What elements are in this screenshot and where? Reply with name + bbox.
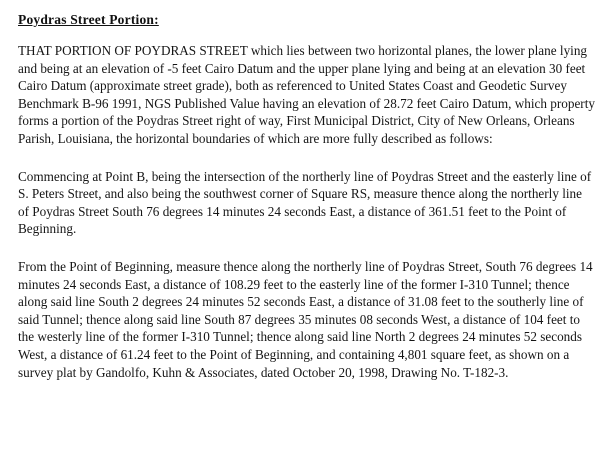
boundary-calls-text-after-date: , Drawing No. T-182-3. bbox=[384, 364, 509, 380]
boundary-calls-text-before-date: From the Point of Beginning, measure thence along the northerly line of Poydras Street, South 76 degrees 14 minutes 24 seconds East, a distance of 108.29 feet to the easterly line of the former I-310 Tunnel; thence along said line South 2 degrees 24 minutes 52 seconds East, a distance of 31.08 feet to the southerly line of said Tunnel; thence along said line South 87 degrees 35 minutes 08 seconds West, a distance of 104 feet to the westerly line of the former I-310 Tunnel; thence along said line North 2 degrees 24 minutes 52 seconds West, a distance of 61.24 feet to the Point of Beginning, and containing 4,801 square feet, as shown on a survey plat by Gandolfo, Kuhn & Associates, dated bbox=[18, 258, 593, 380]
paragraph-commencing-point: Commencing at Point B, being the intersection of the northerly line of Poydras Street and the easterly line of S. Peters Street, and also being the southwest corner of Square RS, measure thence along the northerly line of Poydras Street South 76 degrees 14 minutes 24 seconds East, a distance of 361.51 feet to the Point of Beginning. bbox=[18, 168, 592, 237]
paragraph-boundary-calls bbox=[18, 258, 595, 381]
survey-plat-date: October 20, 1998 bbox=[292, 364, 385, 380]
paragraph-property-description: THAT PORTION OF POYDRAS STREET which lies between two horizontal planes, the lower plane lying and being at an elevation of -5 feet Cairo Datum and the upper plane lying and being at an elevation 30 feet Cairo Datum (approximate street grade), both as referenced to United States Coast and Geodetic Survey Benchmark B-96 1991, NGS Published Value having an elevation of 28.72 feet Cairo Datum, which property forms a portion of the Poydras Street right of way, First Municipal District, City of New Orleans, Orleans Parish, Louisiana, the horizontal boundaries of which are more fully described as follows: bbox=[18, 43, 595, 146]
page-bottom-spacer bbox=[18, 381, 595, 391]
page-title: Poydras Street Portion: bbox=[18, 12, 159, 27]
